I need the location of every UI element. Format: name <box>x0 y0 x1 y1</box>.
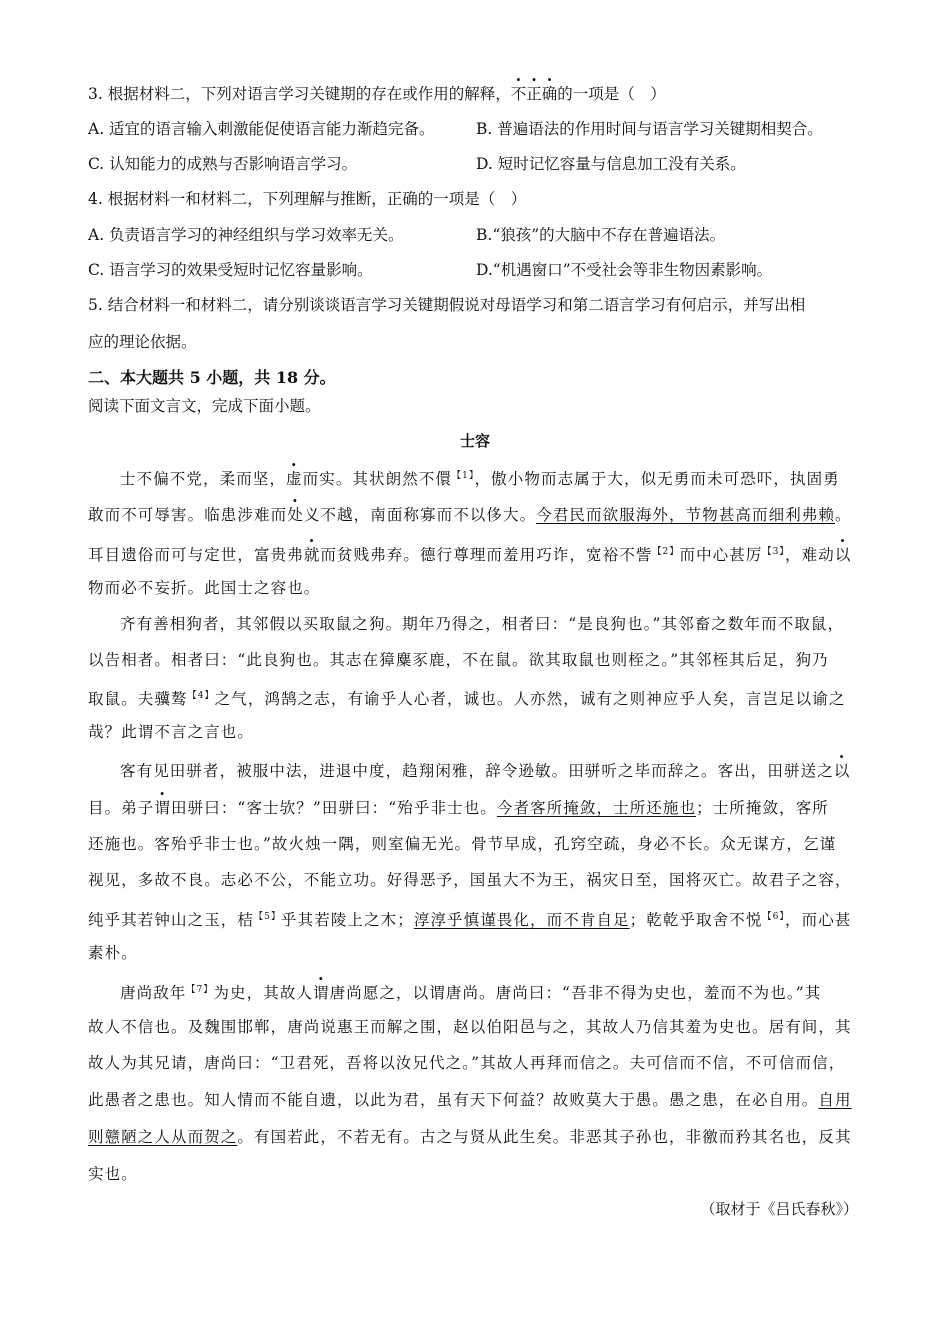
emphasis-dot: 确 <box>541 85 558 103</box>
note-marker: 【7】 <box>186 985 214 995</box>
p2-line-3: 取鼠。夫骥骜$^{【4】}$之气，鸿鹄之志，有谕乎人心者，诚也。人亦然，诚有之则神应乎人矣，言岂足以谕之 <box>88 690 846 709</box>
note-marker: 【1】 <box>452 471 475 481</box>
emphasis-dot: 谓 <box>154 799 172 817</box>
note-marker: 【4】 <box>187 691 215 701</box>
underlined-sentence: 则戆陋之人从而贺之 <box>88 1128 238 1146</box>
p3-line-6: 素朴。 <box>88 944 138 962</box>
q4-option-b: B.“狼孩”的大脑中不存在普遍语法。 <box>476 226 726 244</box>
p4-line-3: 故人为其兄请，唐尚曰：“卫君死，吾将以汝兄代之。”其故人再拜而信之。夫可信而不信，不可信而信， <box>88 1054 846 1072</box>
p3-line-1: 客有见田骈者，被服中法，进退中度，趋翔闲雅，辞令逊敏。田骈听之毕而辞之。客出，田骈送之以 <box>120 762 851 780</box>
underlined-sentence: 淳淳乎慎谨畏化，而不肯自足 <box>413 911 630 930</box>
emphasis-dot: 虚 <box>286 470 303 489</box>
note-marker: 【5】 <box>254 912 282 922</box>
section-heading: 二、本大题共 5 小题，共 18 分。 <box>88 368 336 387</box>
q4-stem: 4. 根据材料一和材料二，下列理解与推断，正确的一项是（ ） <box>88 190 527 208</box>
note-marker: 【3】 <box>762 547 786 557</box>
emphasis-dot: 正 <box>526 85 542 103</box>
p1-line-1: 士不偏不党，柔而坚，虚而实。其状朗然不儇$^{【1】}$，傲小物而志属于大，似无勇而未可恐吓，执固勇 <box>120 470 840 489</box>
note-marker: 【6】 <box>762 912 786 922</box>
q5-line-1: 5. 结合材料一和材料二，请分别谈谈语言学习关键期假说对母语学习和第二语言学习有何启示，并写出相 <box>88 296 806 314</box>
passage-title: 士容 <box>459 432 490 450</box>
p3-line-2: 目。弟子谓田骈曰：“客士欤？”田骈曰：“殆乎非士也。今者客所掩敛，士所还施也；士所掩敛，客所 <box>88 799 829 817</box>
emphasis-dot: 以 <box>834 546 852 565</box>
emphasis-dot: 以 <box>833 762 851 780</box>
p4-line-6: 实也。 <box>88 1165 138 1183</box>
p1-line-4: 物而必不妄折。此国士之容也。 <box>88 579 321 597</box>
p3-line-5: 纯乎其若钟山之玉，桔$^{【5】}$乎其若陵上之木；淳淳乎慎谨畏化，而不肯自足；乾乾乎取舍不悦$^{【6】}$，而心甚 <box>88 911 852 930</box>
underlined-sentence: 自用 <box>818 1091 852 1109</box>
q3-stem: 3. 根据材料二，下列对语言学习关键期的存在或作用的解释，不正确的一项是（ ） <box>88 85 666 103</box>
emphasis-dot: 处 <box>287 506 304 524</box>
underlined-sentence: 今者客所掩敛，士所还施也 <box>496 799 697 817</box>
q4-option-d: D.“机遇窗口”不受社会等非生物因素影响。 <box>476 261 773 279</box>
passage-source: （取材于《吕氏春秋》） <box>700 1200 858 1218</box>
section-instruction: 阅读下面文言文，完成下面小题。 <box>88 397 321 415</box>
q3-option-d: D. 短时记忆容量与信息加工没有关系。 <box>476 155 746 173</box>
emphasis-dot: 谓 <box>313 984 330 1003</box>
q3-option-b: B. 普遍语法的作用时间与语言学习关键期相契合。 <box>476 120 823 138</box>
q4-option-c: C. 语言学习的效果受短时记忆容量影响。 <box>88 261 373 279</box>
p1-line-3: 耳目遗俗而可与定世，富贵弗就而贫贱弗弃。德行尊理而羞用巧诈，宽裕不訾$^{【2】}$而中心甚厉$^{【3】}$，难动以 <box>88 546 852 565</box>
q5-line-2: 应的理论依据。 <box>88 333 197 351</box>
p4-line-1: 唐尚敌年$^{【7】}$为史，其故人谓唐尚愿之，以谓唐尚。唐尚曰：“吾非不得为史也，羞而不为也。”其 <box>120 984 822 1003</box>
q3-option-c: C. 认知能力的成熟与否影响语言学习。 <box>88 155 358 173</box>
emphasis-dot: 不 <box>510 85 527 103</box>
p4-line-5: 则戆陋之人从而贺之。有国若此，不若无有。古之与贤从此生矣。非恶其子孙也，非徼而矜其名也，反其 <box>88 1128 852 1146</box>
p2-line-2: 以告相者。相者曰：“此良狗也。其志在獐麋豕鹿，不在鼠。欲其取鼠也则桎之。”其邻桎其后足，狗乃 <box>88 651 829 669</box>
p4-line-4: 此愚者之患也。知人情而不能自遗，以此为君，虽有天下何益？故败莫大于愚。愚之患，在必自用。自用 <box>88 1091 852 1109</box>
emphasis-dot: 就 <box>303 546 321 565</box>
q4-option-a: A. 负责语言学习的神经组织与学习效率无关。 <box>88 226 404 244</box>
p2-line-4: 哉？此谓不言之言也。 <box>88 723 255 741</box>
underlined-sentence: 今君民而欲服海外，节物甚高而细利弗赖 <box>536 506 836 524</box>
p4-line-2: 故人不信也。及魏围邯郸，唐尚说惠王而解之围，赵以伯阳邑与之，其故人乃信其羞为史也。居有间，其 <box>88 1018 852 1036</box>
q3-option-a: A. 适宜的语言输入刺激能促使语言能力渐趋完备。 <box>88 120 435 138</box>
note-marker: 【2】 <box>652 547 680 557</box>
p3-line-3: 还施也。客殆乎非士也。”故火烛一隅，则室偏无光。骨节早成，孔窍空疏，身必不长。众无谋方，乞谨 <box>88 835 837 853</box>
p1-line-2: 敢而不可辱害。临患涉难而处义不越，南面称寡而不以侈大。今君民而欲服海外，节物甚高而细利弗赖。 <box>88 506 852 524</box>
p3-line-4: 视见，多故不良。志必不公，不能立功。好得恶予，国虽大不为王，祸灾日至，国将灭亡。故君子之容， <box>88 871 852 889</box>
p2-line-1: 齐有善相狗者，其邻假以买取鼠之狗。期年乃得之，相者曰：“是良狗也。”其邻畜之数年而不取鼠， <box>120 615 845 633</box>
